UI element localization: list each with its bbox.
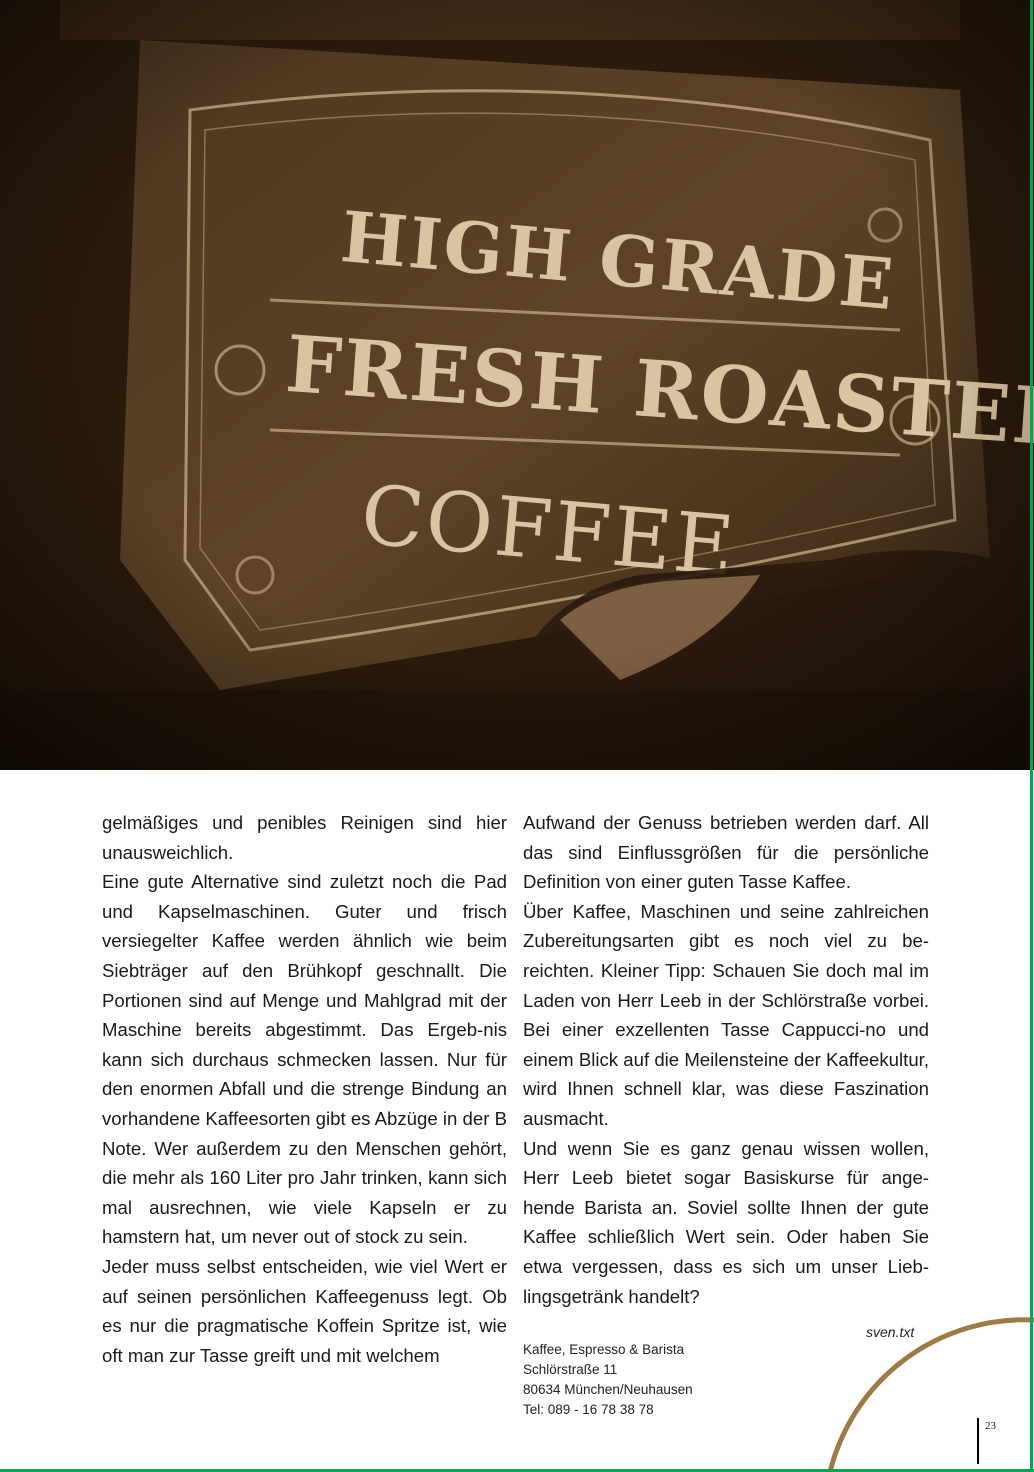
address-line: 80634 München/Neuhausen — [523, 1382, 693, 1397]
paragraph: Eine gute Alternative sind zuletzt noch die Pad und Kapselmaschinen. Guter und frisch versiegelter Kaffee werden ähnlich wie beim Siebträger auf den Brühkopf geschnallt. Die Portionen sind auf Menge und Mahlgrad mit der Maschine bereits abgestimmt. Das Ergeb-nis kann sich durchaus schmecken lassen. Nur für den enormen Abfall und die strenge Bindung an vorhandene Kaffeesorten gibt es Abzüge in der B Note. Wer außerdem zu den Menschen gehört, die mehr als 160 Liter pro Jahr trinken, kann sich mal ausrechnen, wie viele Kapseln er zu hamstern hat, um never out of stock zu sein. — [102, 871, 507, 1248]
address-line: Kaffee, Espresso & Barista — [523, 1342, 685, 1357]
paragraph: Und wenn Sie es ganz genau wissen wollen, Herr Leeb bietet sogar Basiskurse für ange-hende Barista an. Soviel sollte Ihnen der gute Kaffee schließlich Wert sein. Oder haben Sie etwa vergessen, dass es sich um unser Lieb-lingsgetränk handelt? — [523, 1137, 929, 1307]
address-block — [523, 1340, 693, 1420]
article-left-column — [102, 808, 507, 1370]
address-line: Schlörstraße 11 — [523, 1362, 618, 1377]
address-line: Tel: 089 - 16 78 38 78 — [523, 1402, 654, 1417]
page-number-rule — [977, 1418, 979, 1464]
article-right-column — [523, 808, 929, 1311]
paragraph: Aufwand der Genuss betrieben werden darf. All das sind Einflussgrößen für die persönliche Definition von einer guten Tasse Kaffee. — [523, 812, 929, 893]
paragraph: Über Kaffee, Maschinen und seine zahlreichen Zubereitungsarten gibt es noch viel zu be-reichten. Kleiner Tipp: Schauen Sie doch mal im Laden von Herr Leeb in der Schlörstraße vorbei. Bei einer exzellenten Tasse Cappucci-no und einem Blick auf die Meilensteine der Kaffeekultur, wird Ihnen schnell klar, was diese Faszination ausmacht. — [523, 900, 929, 1129]
frame-border-right — [1030, 0, 1033, 1472]
paragraph: gelmäßiges und penibles Reinigen sind hier unausweichlich. — [102, 812, 507, 863]
paragraph: Jeder muss selbst entscheiden, wie viel Wert er auf seinen persönlichen Kaffeegenuss legt. Ob es nur die pragmatische Koffein Spritze ist, wie oft man zur Tasse greift und mit welchem — [102, 1255, 507, 1366]
author-signature: sven.txt — [866, 1324, 915, 1340]
decorative-arc — [820, 1300, 1034, 1472]
page-number: 23 — [985, 1420, 996, 1432]
